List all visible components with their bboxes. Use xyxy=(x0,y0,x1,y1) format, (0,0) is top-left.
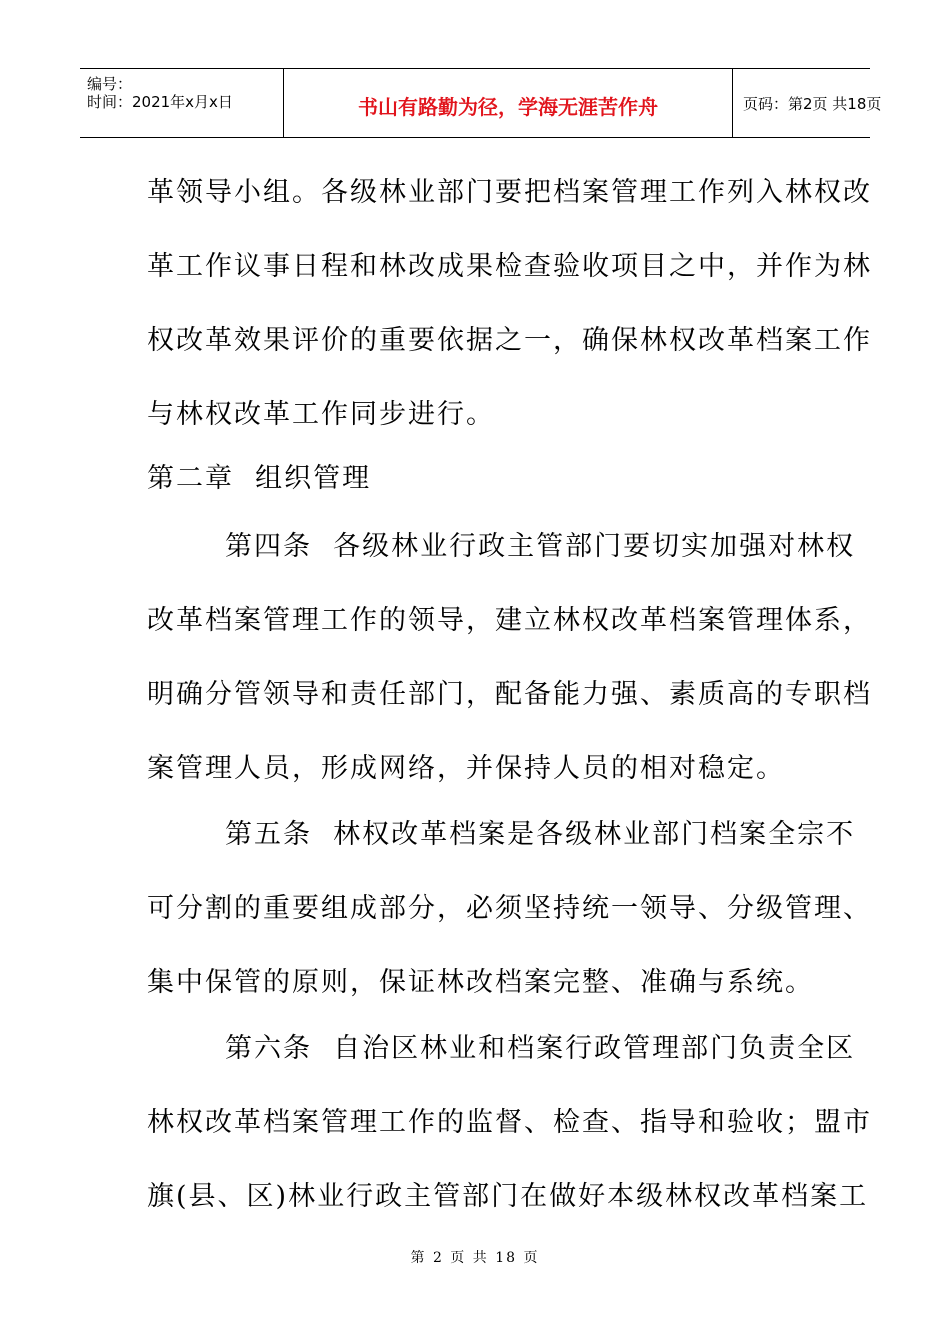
page-header xyxy=(80,68,882,138)
document-date-label: 时间：2021年x月x日 xyxy=(87,93,233,111)
body-line: 权改革效果评价的重要依据之一，确保林权改革档案工作 xyxy=(147,325,872,356)
chapter-heading: 第二章 组织管理 xyxy=(147,463,372,494)
body-line: 改革档案管理工作的领导，建立林权改革档案管理体系， xyxy=(147,605,872,636)
body-line: 明确分管领导和责任部门，配备能力强、素质高的专职档 xyxy=(147,679,872,710)
article-heading-line: 第四条 各级林业行政主管部门要切实加强对林权 xyxy=(225,531,856,562)
body-line: 旗(县、区)林业行政主管部门在做好本级林权改革档案工 xyxy=(147,1181,869,1212)
body-line: 革工作议事日程和林改成果检查验收项目之中，并作为林 xyxy=(147,251,872,282)
body-line: 可分割的重要组成部分，必须坚持统一领导、分级管理、 xyxy=(147,893,872,924)
body-line: 林权改革档案管理工作的监督、检查、指导和验收；盟市 xyxy=(147,1107,872,1138)
document-number-label: 编号： xyxy=(87,75,133,93)
header-motto: 书山有路勤为径，学海无涯苦作舟 xyxy=(358,95,658,119)
body-line: 与林权改革工作同步进行。 xyxy=(147,399,495,430)
header-motto-cell xyxy=(284,69,733,137)
header-page-info: 页码：第2页 共18页 xyxy=(743,95,882,113)
header-page-cell xyxy=(733,69,882,137)
body-line: 案管理人员，形成网络，并保持人员的相对稳定。 xyxy=(147,753,785,784)
page-footer: 第 2 页 共 18 页 xyxy=(410,1250,540,1266)
article-heading-line: 第六条 自治区林业和档案行政管理部门负责全区 xyxy=(225,1033,856,1064)
body-line: 革领导小组。各级林业部门要把档案管理工作列入林权改 xyxy=(147,177,872,208)
body-line: 集中保管的原则，保证林改档案完整、准确与系统。 xyxy=(147,967,814,998)
header-meta-cell xyxy=(80,69,284,137)
article-heading-line: 第五条 林权改革档案是各级林业部门档案全宗不 xyxy=(225,819,856,850)
